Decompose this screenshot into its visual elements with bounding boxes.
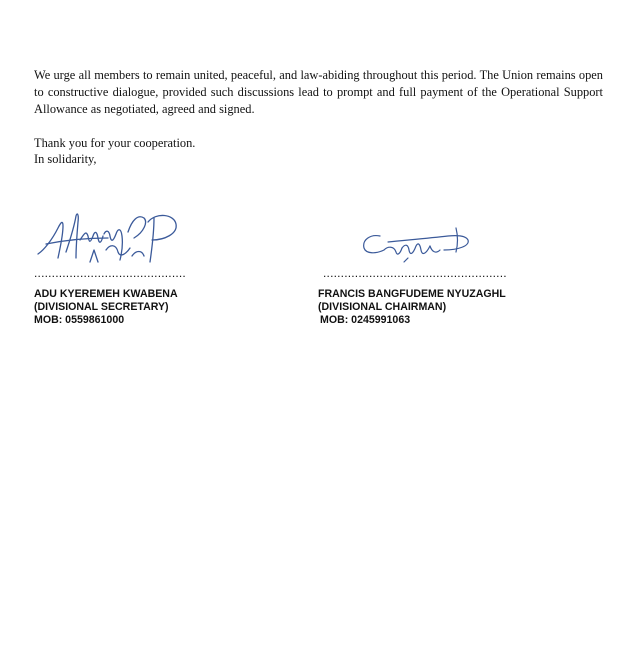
secretary-title: (DIVISIONAL SECRETARY): [34, 301, 169, 313]
secretary-signatory-block: [34, 288, 178, 327]
secretary-phone: MOB: 0559861000: [34, 314, 125, 326]
thanks-line: Thank you for your cooperation.: [34, 136, 196, 150]
sign-off-line: In solidarity,: [34, 152, 97, 166]
secretary-name: ADU KYEREMEH KWABENA: [34, 288, 178, 300]
chairman-title: (DIVISIONAL CHAIRMAN): [318, 301, 447, 313]
body-paragraph: We urge all members to remain united, peaceful, and law-abiding throughout this period. The Union remains open to constructive dialogue, provided such discussions lead to prompt and full payment of the Operational Support Allowance as negotiated, agreed and signed.: [34, 68, 603, 116]
secretary-signature-line: ...........................................: [34, 266, 186, 280]
closing-block: [34, 135, 195, 167]
chairman-signatory-block: [318, 288, 506, 327]
chairman-signature-icon: [358, 224, 473, 264]
chairman-phone: MOB: 0245991063: [320, 314, 411, 326]
chairman-name: FRANCIS BANGFUDEME NYUZAGHL: [318, 288, 506, 300]
secretary-signature-icon: [36, 210, 186, 265]
chairman-signature-line: ....................................................: [323, 266, 507, 280]
